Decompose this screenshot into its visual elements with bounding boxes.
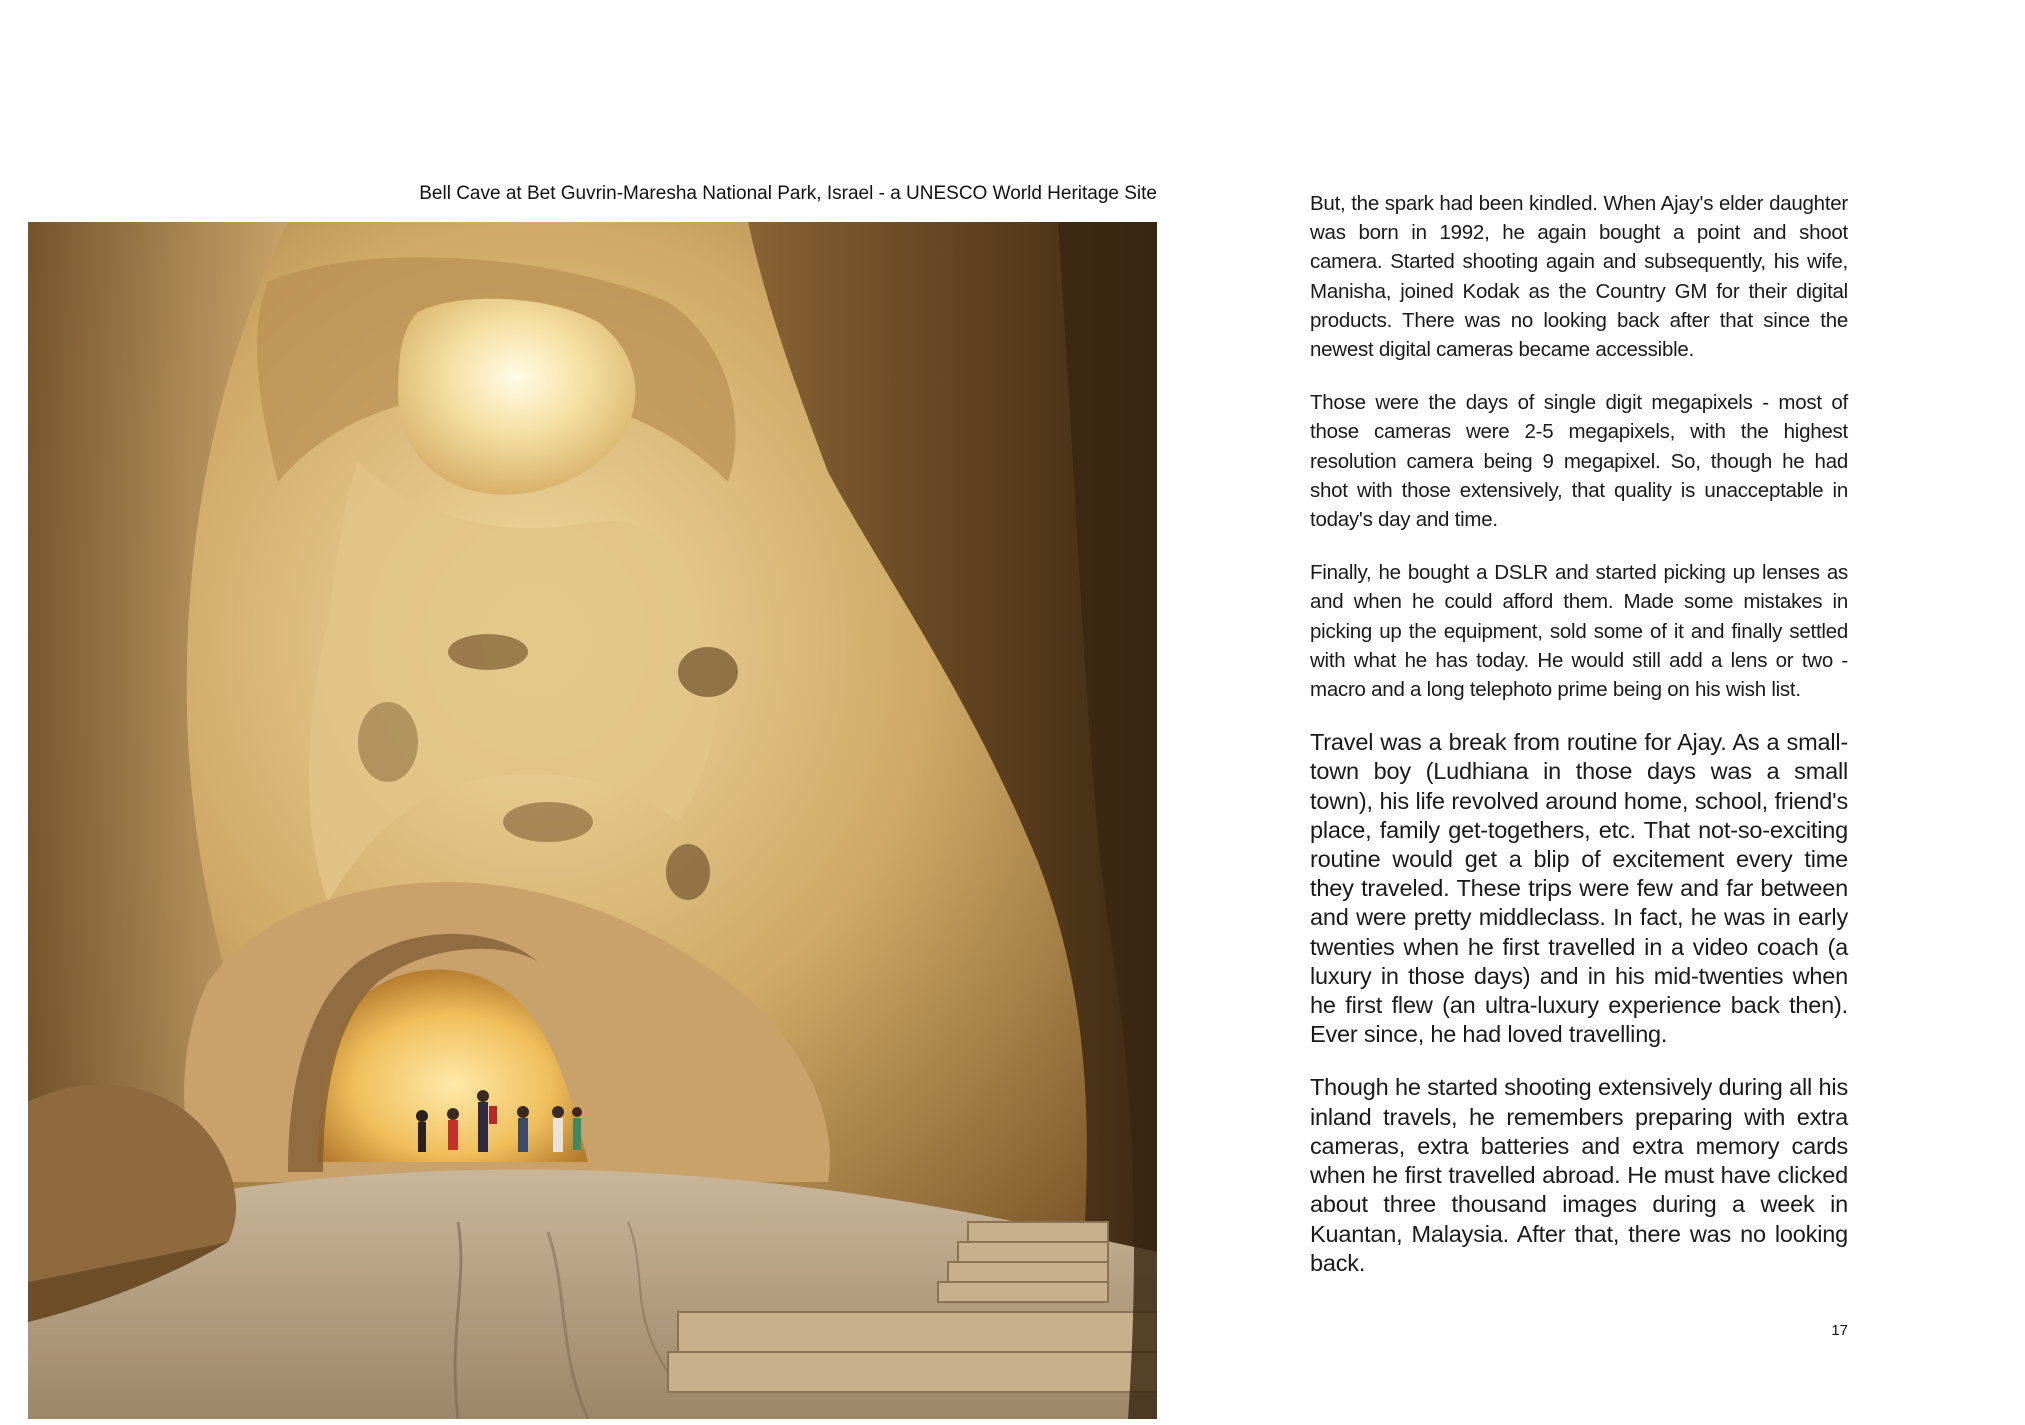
cave-photo-illustration xyxy=(28,222,1157,1419)
paragraph-1: But, the spark had been kindled. When Ajay's elder daughter was born in 1992, he again bought a point and shoot camera. Started shooting again and subsequently, his wife, Manisha, joined Kodak as the Country GM for their digital products. There was no looking back after that since the newest digital cameras became accessible. xyxy=(1310,192,1848,362)
paragraph-4: Travel was a break from routine for Ajay. As a small-town boy (Ludhiana in those days was a small town), his life revolved around home, school, friend's place, family get-togethers, etc. That not-so-exciting routine would get a blip of excitement every time they traveled. These trips were few and far between and were pretty middleclass. In fact, he was in early twenties when he first travelled in a video coach (a luxury in those days) and in his mid-twenties when he first flew (an ultra-luxury experience back then). Ever since, he had loved travelling. xyxy=(1310,729,1848,1048)
text-column xyxy=(1310,189,1848,1278)
photo-caption: Bell Cave at Bet Guvrin-Maresha National Park, Israel - a UNESCO World Heritage Site xyxy=(419,183,1157,204)
paragraph-5: Though he started shooting extensively during all his inland travels, he remembers preparing with extra cameras, extra batteries and extra memory cards when he first travelled abroad. He must have clicked about three thousand images during a week in Kuantan, Malaysia. After that, there was no looking back. xyxy=(1310,1074,1848,1276)
paragraph-2: Those were the days of single digit megapixels - most of those cameras were 2-5 megapixels, with the highest resolution camera being 9 megapixel. So, though he had shot with those extensively, that quality is unacceptable in today's day and time. xyxy=(1310,391,1848,532)
page-number: 17 xyxy=(1831,1322,1848,1339)
cave-photo xyxy=(28,222,1157,1419)
paragraph-3: Finally, he bought a DSLR and started picking up lenses as and when he could afford them. Made some mistakes in picking up the equipment, sold some of it and finally settled with what he has today. He would still add a lens or two - macro and a long telephoto prime being on his wish list. xyxy=(1310,561,1848,702)
